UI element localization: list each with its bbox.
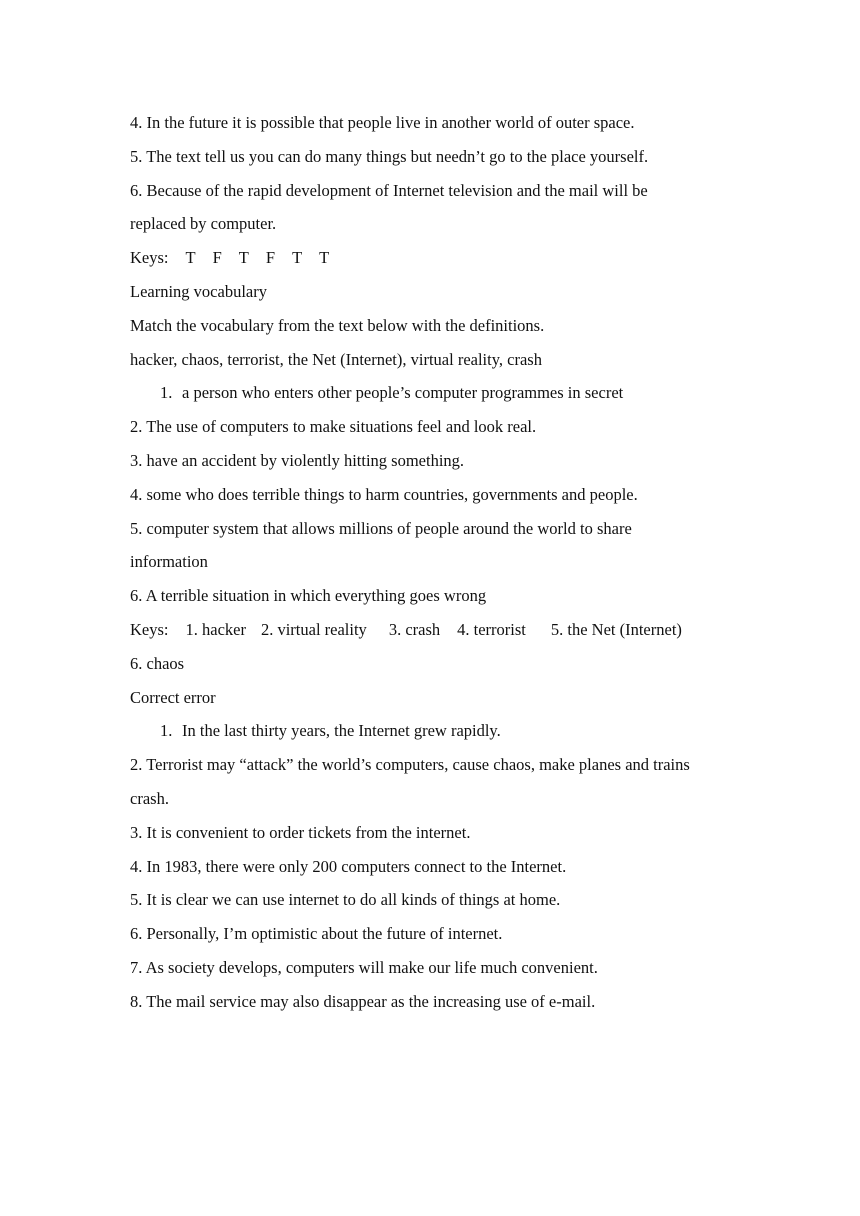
vocab-definition-5-line-2: information xyxy=(130,552,208,572)
tf-key-3: T xyxy=(238,248,249,268)
vocab-instruction: Match the vocabulary from the text below with the definitions. xyxy=(130,315,545,335)
correct-error-heading: Correct error xyxy=(130,687,216,707)
vocab-definition-4: 4. some who does terrible things to harm countries, governments and people. xyxy=(130,484,638,504)
correct-error-item-8: 8. The mail service may also disappear as the increasing use of e-mail. xyxy=(130,991,596,1011)
tf-key-2: F xyxy=(212,248,222,268)
vocab-key-1: 1. hacker xyxy=(185,619,246,639)
vocab-keys-row xyxy=(130,613,860,647)
statement-5: 5. The text tell us you can do many things but needn’t go to the place yourself. xyxy=(130,146,649,166)
correct-error-item-1 xyxy=(130,714,860,748)
tf-key-1: T xyxy=(185,248,196,268)
correct-error-item-2-line-1: 2. Terrorist may “attack” the world’s computers, cause chaos, make planes and trains xyxy=(130,755,690,775)
tf-key-6: T xyxy=(319,248,330,268)
vocab-key-3: 3. crash xyxy=(388,619,441,639)
tf-keys-row xyxy=(130,241,860,275)
correct-error-item-7: 7. As society develops, computers will make our life much convenient. xyxy=(130,957,598,977)
vocab-key-5: 5. the Net (Internet) xyxy=(550,619,682,639)
tf-keys-label: Keys: xyxy=(130,248,169,268)
correct-error-item-5: 5. It is clear we can use internet to do all kinds of things at home. xyxy=(130,890,561,910)
tf-key-4: F xyxy=(265,248,276,268)
vocab-heading: Learning vocabulary xyxy=(130,281,267,301)
vocab-definition-6: 6. A terrible situation in which everything goes wrong xyxy=(130,586,487,606)
correct-error-item-4: 4. In 1983, there were only 200 computers connect to the Internet. xyxy=(130,856,567,876)
definition-text: a person who enters other people’s computer programmes in secret xyxy=(182,383,624,403)
vocab-definition-1 xyxy=(130,376,860,410)
vocab-key-4: 4. terrorist xyxy=(457,619,526,639)
correct-error-item-3: 3. It is convenient to order tickets from the internet. xyxy=(130,822,471,842)
vocab-keys-label: Keys: xyxy=(130,619,169,639)
vocab-definition-3: 3. have an accident by violently hitting something. xyxy=(130,450,465,470)
tf-key-5: T xyxy=(292,248,303,268)
correct-error-item-6: 6. Personally, I’m optimistic about the future of internet. xyxy=(130,924,503,944)
vocab-key-6: 6. chaos xyxy=(130,653,185,673)
vocab-key-2: 2. virtual reality xyxy=(260,619,367,639)
vocab-definition-5-line-1: 5. computer system that allows millions of people around the world to share xyxy=(130,518,632,538)
statement-4: 4. In the future it is possible that people live in another world of outer space. xyxy=(130,113,635,132)
correct-error-item-2-line-2: crash. xyxy=(130,788,169,808)
statement-6-line-1: 6. Because of the rapid development of Internet television and the mail will be xyxy=(130,180,648,200)
vocab-definition-2: 2. The use of computers to make situations feel and look real. xyxy=(130,417,537,437)
statement-6-line-2: replaced by computer. xyxy=(130,214,277,234)
list-marker: 1. xyxy=(160,721,173,741)
item-text: In the last thirty years, the Internet grew rapidly. xyxy=(182,721,501,741)
vocab-word-list: hacker, chaos, terrorist, the Net (Internet), virtual reality, crash xyxy=(130,349,542,369)
list-marker: 1. xyxy=(160,383,173,403)
